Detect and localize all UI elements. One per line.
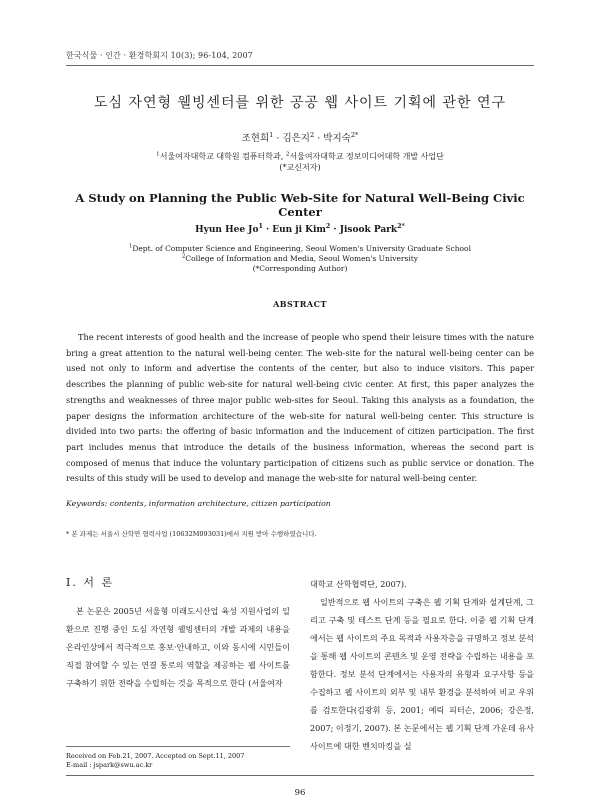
author-3: Jisook Park [339, 225, 398, 235]
author-3: 박지숙 [323, 133, 351, 144]
affiliation-2: College of Information and Media, Seoul Women's University [185, 254, 418, 263]
korean-title: 도심 자연형 웰빙센터를 위한 공공 웹 사이트 기획에 관한 연구 [93, 95, 507, 111]
abstract [66, 330, 534, 487]
affiliation-1: Dept. of Computer Science and Engineering, Seoul Women's University Graduate School [132, 244, 471, 253]
header-rule [66, 65, 534, 66]
english-authors [66, 225, 534, 235]
author-1: Hyun Hee Jo [195, 225, 259, 235]
corresponding-note: (*교신저자) [279, 163, 321, 172]
author-1: 조현희 [241, 133, 270, 144]
received-dates: Received on Feb.21, 2007. Accepted on Sept.11, 2007 [66, 752, 245, 760]
author-separator: · [314, 133, 324, 144]
contact-email: E-mail : jspark@swu.ac.kr [66, 761, 153, 769]
author-3-mark: 2* [350, 130, 359, 139]
abstract-text: The recent interests of good health and the increase of people who spend their leisure times with the nature bring a great attention to the natural well-being center. The web-site for the natural well-being center can be used not only to inform and advertise the contents of the center, but also to induce visitors. This paper describes the planning of public web-site for natural well-being civic center. At first, this paper analyzes the strengths and weaknesses of three major public web-sites for Seoul. Taking this analysis as a foundation, the paper designs the information architecture of the web-site for natural well-being center. This structure is divided into two parts: the offering of basic information and the inducement of citizen participation. The first part includes menus that introduce the details of the business information, whereas the second part is composed of menus that induce the voluntary participation of citizens such as public service or donation. The results of this study will be used to develop and manage the web-site for natural well-being center. [66, 332, 534, 484]
affil-mark: 2 [182, 253, 186, 260]
footer-rule [66, 775, 534, 776]
affil-mark: 1 [156, 151, 160, 158]
left-column [66, 575, 290, 692]
body-paragraph-continued: 대학교 산학협력단, 2007). [310, 579, 407, 589]
english-title: A Study on Planning the Public Web-Site for Natural Well-Being Civic Center [75, 191, 525, 219]
affiliation-2: 서울여자대학교 정보미디어대학 개발 사업단 [289, 152, 444, 161]
author-1-mark: 1 [269, 130, 274, 139]
author-1-mark: 1 [258, 223, 263, 230]
body-paragraph: 일반적으로 웹 사이트의 구축은 웹 기획 단계와 설계단계, 그리고 구축 및 테스트 단계 등을 필요로 한다. 이중 웹 기획 단계에서는 웹 사이트의 주요 목적과 사용자층을 규명하고 정보 분석을 통해 웹 사이트의 콘텐츠 및 운영 전략을 수립하는 내용을 포함한다. 정보 분석 단계에서는 사용자의 유형과 요구사항 등을 수집하고 웹 사이트의 외부 및 내부 환경을 분석하여 비교 우위를 검토한다(김광휘 등, 2001; 예릭 피터슨, 2006; 강은정, 2007; 이정기, 2007). 본 논문에서는 웹 기획 단계 가운데 유사 사이트에 대한 벤치마킹을 실 [310, 597, 534, 751]
keywords: Keywords: contents, information architecture, citizen participation [66, 499, 331, 508]
abstract-heading: ABSTRACT [273, 299, 327, 309]
author-2-mark: 2 [309, 130, 315, 139]
body-paragraph: 본 논문은 2005년 서울형 미래도시산업 육성 지원사업의 일환으로 진행 중인 도심 자연형 웰빙센터의 개발 과제의 내용을 온라인상에서 적극적으로 홍보·안내하고, 이와 동시에 시민들이 직접 참여할 수 있는 연결 통로의 역할을 제공하는 웹 사이트를 구축하기 위한 전략을 수립하는 것을 목적으로 한다 (서울여자 [66, 606, 290, 688]
author-2-mark: 2 [325, 223, 331, 230]
affiliation-1: 서울여자대학교 대학원 컴퓨터학과, [159, 152, 286, 161]
footnote-rule [66, 746, 290, 747]
english-affiliations [66, 244, 534, 274]
affil-mark: 2 [285, 151, 290, 158]
author-separator: · [262, 225, 273, 235]
section-heading: Ⅰ. 서 론 [66, 576, 115, 589]
author-separator: · [273, 133, 283, 144]
footnote [66, 752, 244, 770]
funding-note: * 본 과제는 서울시 산학연 협력사업 (10632M093031)에서 지원 받아 수행하였습니다. [66, 530, 317, 538]
affil-mark: 1 [129, 243, 133, 250]
author-separator: · [330, 225, 340, 235]
author-2: 김은지 [282, 133, 310, 144]
author-3-mark: 2* [397, 223, 405, 230]
page-number: 96 [294, 788, 306, 798]
korean-authors [66, 130, 534, 144]
right-column [310, 575, 534, 755]
korean-affiliations [66, 151, 534, 173]
author-2: Eun ji Kim [272, 225, 326, 235]
journal-header: 한국식물 · 인간 · 환경학회지 10(3); 96-104, 2007 [66, 51, 253, 60]
corresponding-note: (*Corresponding Author) [252, 264, 348, 273]
